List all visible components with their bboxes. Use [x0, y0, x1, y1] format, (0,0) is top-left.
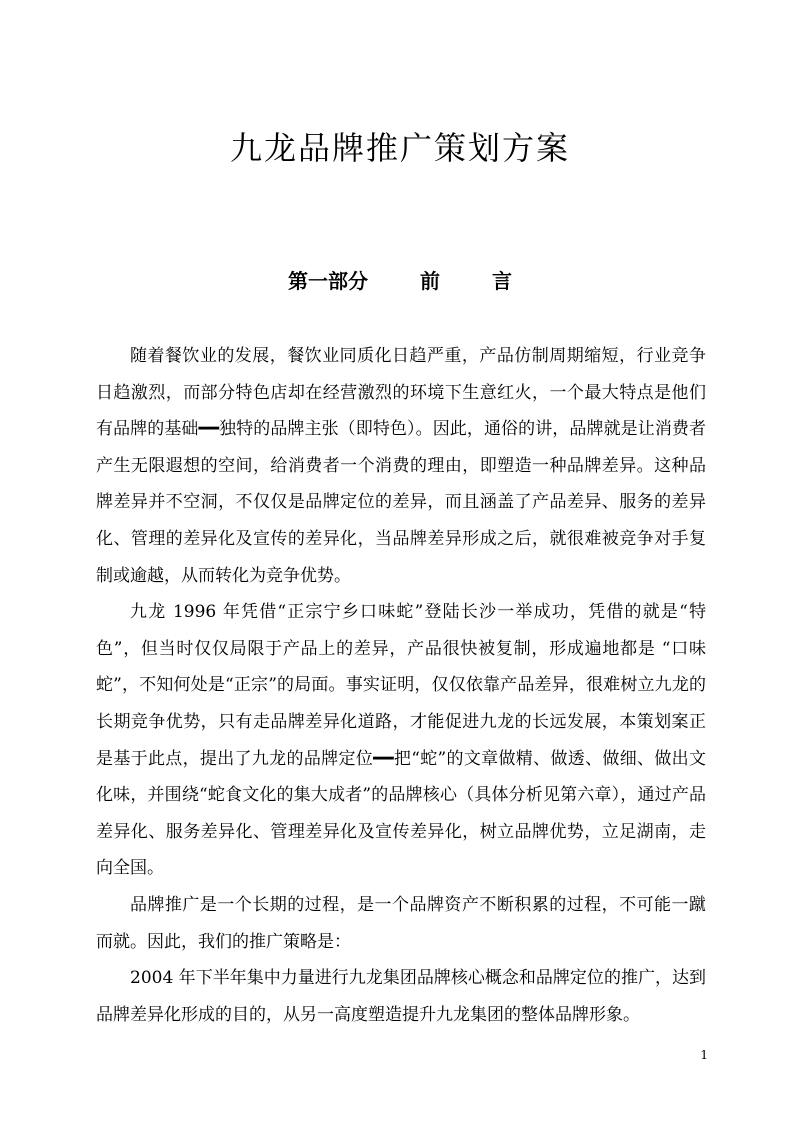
section-part-label: 第一部分 [288, 269, 368, 293]
paragraph: 品牌推广是一个长期的过程，是一个品牌资产不断积累的过程，不可能一蹴而就。因此，我们的推广策略是： [96, 894, 706, 952]
page-number: 1 [700, 1048, 708, 1062]
section-word-2: 言 [492, 269, 512, 293]
body-text [96, 338, 706, 1033]
paragraph: 2004 年下半年集中力量进行九龙集团品牌核心概念和品牌定位的推广，达到品牌差异化形成的目的，从另一高度塑造提升九龙集团的整体品牌形象。 [96, 968, 706, 1025]
section-heading [0, 264, 800, 298]
document-title: 九龙品牌推广策划方案 [229, 129, 570, 167]
paragraph: 随着餐饮业的发展，餐饮业同质化日趋严重，产品仿制周期缩短，行业竞争日趋激烈，而部分特色店却在经营激烈的环境下生意红火，一个最大特点是他们有品牌的基础━━独特的品牌主张（即特色）。因此，通俗的讲，品牌就是让消费者产生无限遐想的空间，给消费者一个消费的理由，即塑造一种品牌差异。这种品牌差异并不空洞，不仅仅是品牌定位的差异，而且涵盖了产品差异、服务的差异化、管理的差异化及宣传的差异化，当品牌差异形成之后，就很难被竞争对手复制或逾越，从而转化为竞争优势。 [96, 346, 706, 586]
paragraph: 九龙 1996 年凭借“正宗宁乡口味蛇”登陆长沙一举成功，凭借的就是“特色”，但当时仅仅局限于产品上的差异，产品很快被复制，形成遍地都是 “口味蛇”，不知何处是“正宗”的局面。事实证明，仅仅依靠产品差异，很难树立九龙的长期竞争优势，只有走品牌差异化道路，才能促进九龙的长远发展，本策划案正是基于此点，提出了九龙的品牌定位━━把“蛇”的文章做精、做透、做细、做出文化味，并围绕“蛇食文化的集大成者”的品牌核心（具体分析见第六章），通过产品差异化、服务差异化、管理差异化及宣传差异化，树立品牌优势，立足湖南，走向全国。 [96, 602, 706, 879]
section-word-1: 前 [420, 269, 440, 293]
